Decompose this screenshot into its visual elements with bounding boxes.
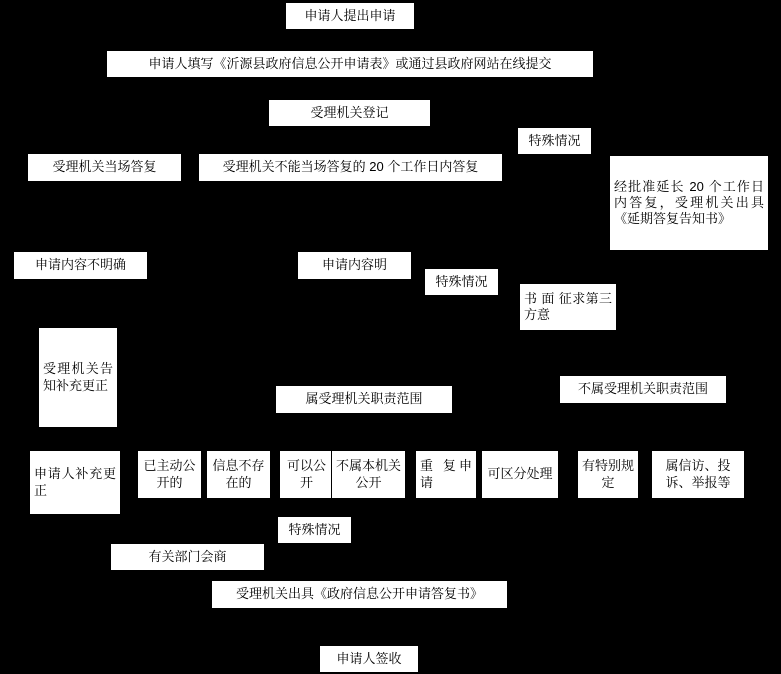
flow-node-special-case-2[interactable]: 特殊情况 xyxy=(424,268,499,296)
flow-node-not-this-agency[interactable]: 不属本机关公开 xyxy=(331,450,406,499)
flow-node-within-duty-scope[interactable]: 属受理机关职责范围 xyxy=(275,385,453,414)
flow-node-department-consultation[interactable]: 有关部门会商 xyxy=(110,543,265,571)
flow-node-content-clear[interactable]: 申请内容明 xyxy=(297,251,412,280)
flow-node-special-case-1[interactable]: 特殊情况 xyxy=(517,127,592,155)
flow-node-special-regulation[interactable]: 有特别规定 xyxy=(577,450,639,499)
flow-node-applicant-supplement[interactable]: 申请人补充更正 xyxy=(29,450,121,515)
flow-node-information-nonexistent[interactable]: 信息不存在的 xyxy=(206,450,271,499)
flow-node-applicant-receipt[interactable]: 申请人签收 xyxy=(319,645,419,673)
flow-node-notify-supplement[interactable]: 受理机关告知补充更正 xyxy=(38,327,118,428)
flow-node-outside-duty-scope[interactable]: 不属受理机关职责范围 xyxy=(559,375,727,404)
flow-node-separable-handling[interactable]: 可区分处理 xyxy=(481,450,559,499)
flow-node-can-disclose[interactable]: 可以公开 xyxy=(279,450,334,499)
flow-node-agency-registration[interactable]: 受理机关登记 xyxy=(268,99,431,127)
flow-node-applicant-submit[interactable]: 申请人提出申请 xyxy=(285,2,415,30)
flow-node-fill-application-form[interactable]: 申请人填写《沂源县政府信息公开申请表》或通过县政府网站在线提交 xyxy=(106,50,594,78)
flow-node-onsite-reply[interactable]: 受理机关当场答复 xyxy=(27,153,182,182)
flow-node-extension-notice[interactable]: 经批准延长 20 个工作日内答复，受理机关出具《延期答复告知书》 xyxy=(609,155,769,251)
flow-node-reply-within-20-days[interactable]: 受理机关不能当场答复的 20 个工作日内答复 xyxy=(198,153,503,182)
flow-node-already-disclosed[interactable]: 已主动公开的 xyxy=(137,450,202,499)
flow-node-petition-complaint[interactable]: 属信访、投诉、举报等 xyxy=(651,450,745,499)
flow-node-special-case-3[interactable]: 特殊情况 xyxy=(277,516,352,544)
flow-node-issue-reply-letter[interactable]: 受理机关出具《政府信息公开申请答复书》 xyxy=(211,580,508,609)
flow-node-content-unclear[interactable]: 申请内容不明确 xyxy=(13,251,148,280)
flow-node-third-party-opinion[interactable]: 书 面 征求第三方意 xyxy=(519,283,617,331)
flow-node-duplicate-application[interactable]: 重 复申请 xyxy=(415,450,477,499)
